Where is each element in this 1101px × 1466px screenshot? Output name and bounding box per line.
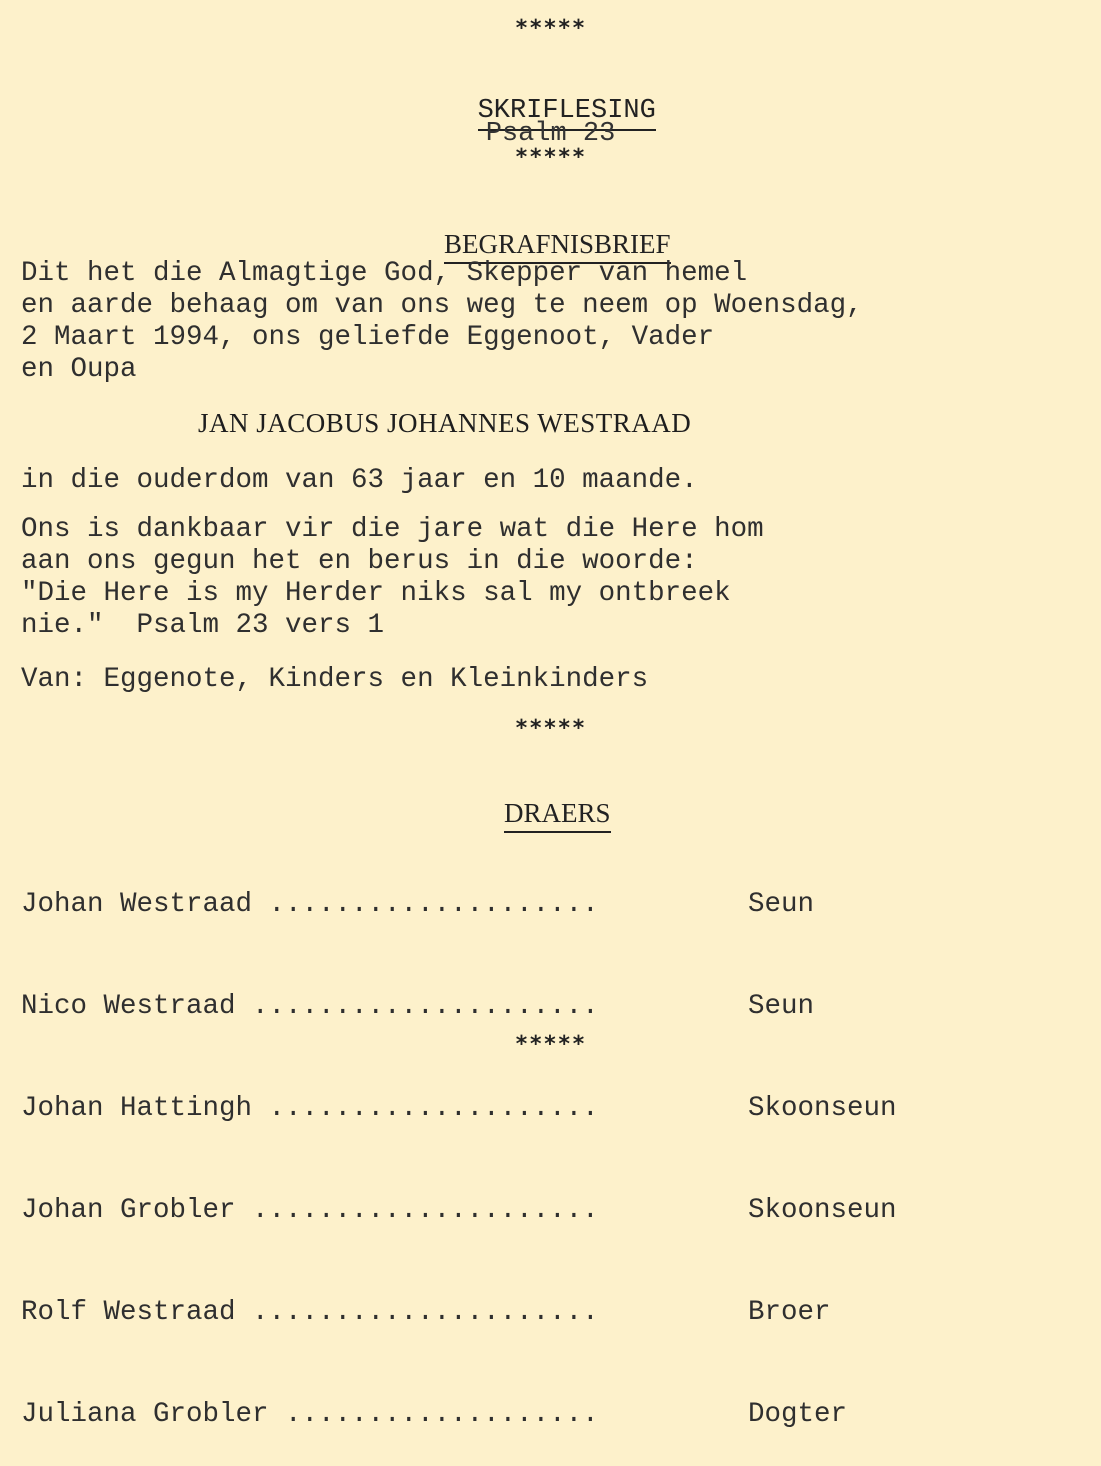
gratitude-line-4: nie." Psalm 23 vers 1 [21, 610, 385, 641]
bearer-row [21, 1296, 897, 1330]
bearer-relation: Dogter [748, 1399, 848, 1430]
bearer-name: Nico Westraad ..................... [21, 991, 599, 1022]
bearer-name: Johan Westraad .................... [21, 889, 599, 920]
age-line: in die ouderdom van 63 jaar en 10 maande. [21, 465, 698, 496]
bearer-relation: Broer [748, 1297, 831, 1328]
bearer-name: Rolf Westraad ..................... [21, 1297, 599, 1328]
bearer-row [21, 1092, 897, 1126]
scripture-heading-text: SKRIFLESING [478, 96, 656, 131]
separator-stars-top: ***** [514, 16, 587, 41]
gratitude-line-3: "Die Here is my Herder niks sal my ontbreek [21, 578, 731, 609]
bearers-heading-text: DRAERS [504, 798, 611, 833]
bearer-relation: Seun [748, 889, 815, 920]
bearer-relation: Skoonseun [748, 1195, 897, 1226]
bearer-row [21, 888, 897, 922]
bearer-name: Juliana Grobler ................... [21, 1399, 599, 1430]
bearer-row [21, 1398, 897, 1432]
bearer-row [21, 1194, 897, 1228]
bearer-name: Johan Grobler ..................... [21, 1195, 599, 1226]
bearer-row [21, 990, 897, 1024]
funeral-letter-heading [0, 198, 1101, 260]
separator-stars-2: ***** [514, 716, 587, 741]
bearer-relation: Skoonseun [748, 1093, 897, 1124]
bearer-relation: Seun [748, 991, 815, 1022]
funeral-letter-heading-text: BEGRAFNISBRIEF [444, 229, 671, 264]
scripture-heading [0, 66, 1101, 126]
gratitude-line-1: Ons is dankbaar vir die jare wat die Here hom [21, 514, 764, 545]
intro-line-3: 2 Maart 1994, ons geliefde Eggenoot, Vader [21, 322, 715, 353]
separator-stars-bottom: ***** [514, 1032, 587, 1057]
intro-line-4: en Oupa [21, 354, 137, 385]
separator-stars-1: ***** [514, 145, 587, 170]
gratitude-line-2: aan ons gegun het en berus in die woorde: [21, 546, 698, 577]
from-line: Van: Eggenote, Kinders en Kleinkinders [21, 664, 649, 695]
intro-line-1: Dit het die Almagtige God, Skepper van hemel [21, 258, 748, 289]
scripture-reading: Psalm 23 [485, 119, 616, 149]
bearers-list [21, 820, 897, 1466]
bearer-name: Johan Hattingh .................... [21, 1093, 599, 1124]
deceased-name: JAN JACOBUS JOHANNES WESTRAAD [198, 408, 692, 438]
intro-line-2: en aarde behaag om van ons weg te neem op Woensdag, [21, 290, 863, 321]
